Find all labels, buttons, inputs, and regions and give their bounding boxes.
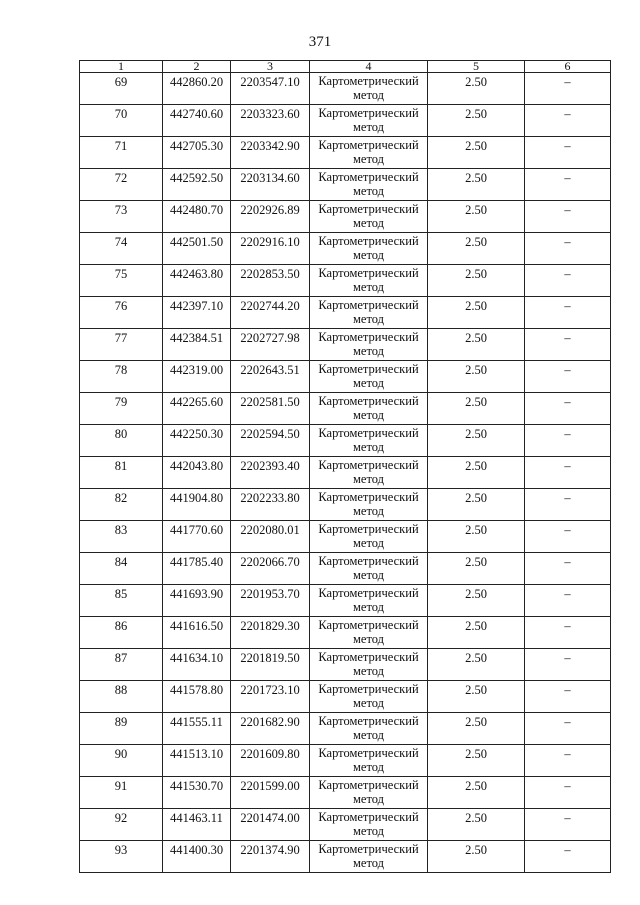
x-coordinate-cell: 441693.90 — [163, 585, 231, 617]
accuracy-cell: 2.50 — [428, 201, 525, 233]
y-coordinate-cell: 2202727.98 — [231, 329, 310, 361]
table-row — [80, 585, 611, 617]
note-cell: – — [525, 713, 611, 745]
x-coordinate-cell: 442592.50 — [163, 169, 231, 201]
accuracy-cell: 2.50 — [428, 777, 525, 809]
point-number-cell: 73 — [80, 201, 163, 233]
table-row — [80, 553, 611, 585]
method-cell: Картометрический метод — [310, 553, 428, 585]
x-coordinate-cell: 441463.11 — [163, 809, 231, 841]
x-coordinate-cell: 441513.10 — [163, 745, 231, 777]
column-header: 4 — [310, 61, 428, 73]
note-cell: – — [525, 585, 611, 617]
point-number-cell: 84 — [80, 553, 163, 585]
column-header: 5 — [428, 61, 525, 73]
table-row — [80, 169, 611, 201]
method-cell: Картометрический метод — [310, 361, 428, 393]
coordinates-table — [79, 60, 611, 873]
table-row — [80, 73, 611, 105]
x-coordinate-cell: 442250.30 — [163, 425, 231, 457]
y-coordinate-cell: 2202926.89 — [231, 201, 310, 233]
accuracy-cell: 2.50 — [428, 841, 525, 873]
x-coordinate-cell: 441770.60 — [163, 521, 231, 553]
point-number-cell: 77 — [80, 329, 163, 361]
point-number-cell: 76 — [80, 297, 163, 329]
column-header: 6 — [525, 61, 611, 73]
x-coordinate-cell: 441400.30 — [163, 841, 231, 873]
note-cell: – — [525, 73, 611, 105]
accuracy-cell: 2.50 — [428, 361, 525, 393]
note-cell: – — [525, 809, 611, 841]
table-row — [80, 841, 611, 873]
table-row — [80, 201, 611, 233]
accuracy-cell: 2.50 — [428, 265, 525, 297]
accuracy-cell: 2.50 — [428, 617, 525, 649]
point-number-cell: 83 — [80, 521, 163, 553]
column-header: 3 — [231, 61, 310, 73]
method-cell: Картометрический метод — [310, 329, 428, 361]
method-cell: Картометрический метод — [310, 137, 428, 169]
accuracy-cell: 2.50 — [428, 297, 525, 329]
y-coordinate-cell: 2203547.10 — [231, 73, 310, 105]
method-cell: Картометрический метод — [310, 649, 428, 681]
x-coordinate-cell: 441616.50 — [163, 617, 231, 649]
y-coordinate-cell: 2202393.40 — [231, 457, 310, 489]
x-coordinate-cell: 442860.20 — [163, 73, 231, 105]
accuracy-cell: 2.50 — [428, 73, 525, 105]
column-header: 2 — [163, 61, 231, 73]
method-cell: Картометрический метод — [310, 809, 428, 841]
note-cell: – — [525, 201, 611, 233]
method-cell: Картометрический метод — [310, 457, 428, 489]
note-cell: – — [525, 169, 611, 201]
accuracy-cell: 2.50 — [428, 521, 525, 553]
y-coordinate-cell: 2202066.70 — [231, 553, 310, 585]
table-body — [80, 73, 611, 873]
x-coordinate-cell: 441555.11 — [163, 713, 231, 745]
note-cell: – — [525, 649, 611, 681]
y-coordinate-cell: 2201723.10 — [231, 681, 310, 713]
note-cell: – — [525, 361, 611, 393]
method-cell: Картометрический метод — [310, 297, 428, 329]
accuracy-cell: 2.50 — [428, 681, 525, 713]
y-coordinate-cell: 2201829.30 — [231, 617, 310, 649]
point-number-cell: 69 — [80, 73, 163, 105]
table-row — [80, 361, 611, 393]
point-number-cell: 72 — [80, 169, 163, 201]
point-number-cell: 87 — [80, 649, 163, 681]
method-cell: Картометрический метод — [310, 521, 428, 553]
y-coordinate-cell: 2203323.60 — [231, 105, 310, 137]
accuracy-cell: 2.50 — [428, 457, 525, 489]
accuracy-cell: 2.50 — [428, 713, 525, 745]
table-row — [80, 809, 611, 841]
y-coordinate-cell: 2201599.00 — [231, 777, 310, 809]
note-cell: – — [525, 233, 611, 265]
x-coordinate-cell: 442397.10 — [163, 297, 231, 329]
point-number-cell: 79 — [80, 393, 163, 425]
x-coordinate-cell: 441634.10 — [163, 649, 231, 681]
y-coordinate-cell: 2202594.50 — [231, 425, 310, 457]
x-coordinate-cell: 442463.80 — [163, 265, 231, 297]
method-cell: Картометрический метод — [310, 425, 428, 457]
point-number-cell: 89 — [80, 713, 163, 745]
note-cell: – — [525, 105, 611, 137]
method-cell: Картометрический метод — [310, 841, 428, 873]
note-cell: – — [525, 617, 611, 649]
method-cell: Картометрический метод — [310, 201, 428, 233]
accuracy-cell: 2.50 — [428, 649, 525, 681]
point-number-cell: 86 — [80, 617, 163, 649]
method-cell: Картометрический метод — [310, 713, 428, 745]
accuracy-cell: 2.50 — [428, 137, 525, 169]
x-coordinate-cell: 442480.70 — [163, 201, 231, 233]
point-number-cell: 88 — [80, 681, 163, 713]
method-cell: Картометрический метод — [310, 233, 428, 265]
y-coordinate-cell: 2201819.50 — [231, 649, 310, 681]
table-row — [80, 745, 611, 777]
method-cell: Картометрический метод — [310, 681, 428, 713]
accuracy-cell: 2.50 — [428, 425, 525, 457]
table-row — [80, 425, 611, 457]
point-number-cell: 71 — [80, 137, 163, 169]
note-cell: – — [525, 425, 611, 457]
note-cell: – — [525, 297, 611, 329]
table-row — [80, 777, 611, 809]
method-cell: Картометрический метод — [310, 585, 428, 617]
table-row — [80, 713, 611, 745]
x-coordinate-cell: 442319.00 — [163, 361, 231, 393]
y-coordinate-cell: 2203134.60 — [231, 169, 310, 201]
y-coordinate-cell: 2202744.20 — [231, 297, 310, 329]
accuracy-cell: 2.50 — [428, 585, 525, 617]
point-number-cell: 70 — [80, 105, 163, 137]
y-coordinate-cell: 2201609.80 — [231, 745, 310, 777]
y-coordinate-cell: 2201474.00 — [231, 809, 310, 841]
point-number-cell: 90 — [80, 745, 163, 777]
accuracy-cell: 2.50 — [428, 169, 525, 201]
y-coordinate-cell: 2202080.01 — [231, 521, 310, 553]
method-cell: Картометрический метод — [310, 105, 428, 137]
note-cell: – — [525, 329, 611, 361]
y-coordinate-cell: 2202916.10 — [231, 233, 310, 265]
method-cell: Картометрический метод — [310, 777, 428, 809]
x-coordinate-cell: 442705.30 — [163, 137, 231, 169]
point-number-cell: 80 — [80, 425, 163, 457]
x-coordinate-cell: 441530.70 — [163, 777, 231, 809]
point-number-cell: 82 — [80, 489, 163, 521]
table-row — [80, 489, 611, 521]
table-row — [80, 265, 611, 297]
accuracy-cell: 2.50 — [428, 105, 525, 137]
table-row — [80, 521, 611, 553]
accuracy-cell: 2.50 — [428, 809, 525, 841]
y-coordinate-cell: 2202643.51 — [231, 361, 310, 393]
table-row — [80, 105, 611, 137]
column-header: 1 — [80, 61, 163, 73]
table-row — [80, 297, 611, 329]
note-cell: – — [525, 521, 611, 553]
note-cell: – — [525, 457, 611, 489]
x-coordinate-cell: 442384.51 — [163, 329, 231, 361]
x-coordinate-cell: 441578.80 — [163, 681, 231, 713]
table-row — [80, 329, 611, 361]
note-cell: – — [525, 393, 611, 425]
method-cell: Картометрический метод — [310, 169, 428, 201]
x-coordinate-cell: 442501.50 — [163, 233, 231, 265]
note-cell: – — [525, 745, 611, 777]
y-coordinate-cell: 2201374.90 — [231, 841, 310, 873]
y-coordinate-cell: 2202233.80 — [231, 489, 310, 521]
note-cell: – — [525, 841, 611, 873]
point-number-cell: 93 — [80, 841, 163, 873]
accuracy-cell: 2.50 — [428, 329, 525, 361]
table-row — [80, 457, 611, 489]
y-coordinate-cell: 2201953.70 — [231, 585, 310, 617]
table-row — [80, 393, 611, 425]
accuracy-cell: 2.50 — [428, 489, 525, 521]
y-coordinate-cell: 2201682.90 — [231, 713, 310, 745]
point-number-cell: 92 — [80, 809, 163, 841]
table-row — [80, 617, 611, 649]
table-row — [80, 681, 611, 713]
accuracy-cell: 2.50 — [428, 233, 525, 265]
table-row — [80, 137, 611, 169]
method-cell: Картометрический метод — [310, 745, 428, 777]
y-coordinate-cell: 2202853.50 — [231, 265, 310, 297]
method-cell: Картометрический метод — [310, 393, 428, 425]
table-header-row — [80, 61, 611, 73]
method-cell: Картометрический метод — [310, 265, 428, 297]
point-number-cell: 78 — [80, 361, 163, 393]
x-coordinate-cell: 441904.80 — [163, 489, 231, 521]
note-cell: – — [525, 265, 611, 297]
accuracy-cell: 2.50 — [428, 553, 525, 585]
x-coordinate-cell: 442265.60 — [163, 393, 231, 425]
note-cell: – — [525, 681, 611, 713]
method-cell: Картометрический метод — [310, 617, 428, 649]
y-coordinate-cell: 2203342.90 — [231, 137, 310, 169]
point-number-cell: 91 — [80, 777, 163, 809]
method-cell: Картометрический метод — [310, 489, 428, 521]
note-cell: – — [525, 489, 611, 521]
table-row — [80, 233, 611, 265]
note-cell: – — [525, 777, 611, 809]
x-coordinate-cell: 442740.60 — [163, 105, 231, 137]
table-row — [80, 649, 611, 681]
x-coordinate-cell: 441785.40 — [163, 553, 231, 585]
point-number-cell: 85 — [80, 585, 163, 617]
point-number-cell: 75 — [80, 265, 163, 297]
accuracy-cell: 2.50 — [428, 393, 525, 425]
point-number-cell: 74 — [80, 233, 163, 265]
note-cell: – — [525, 553, 611, 585]
x-coordinate-cell: 442043.80 — [163, 457, 231, 489]
method-cell: Картометрический метод — [310, 73, 428, 105]
note-cell: – — [525, 137, 611, 169]
accuracy-cell: 2.50 — [428, 745, 525, 777]
point-number-cell: 81 — [80, 457, 163, 489]
page-number: 371 — [308, 34, 332, 50]
y-coordinate-cell: 2202581.50 — [231, 393, 310, 425]
